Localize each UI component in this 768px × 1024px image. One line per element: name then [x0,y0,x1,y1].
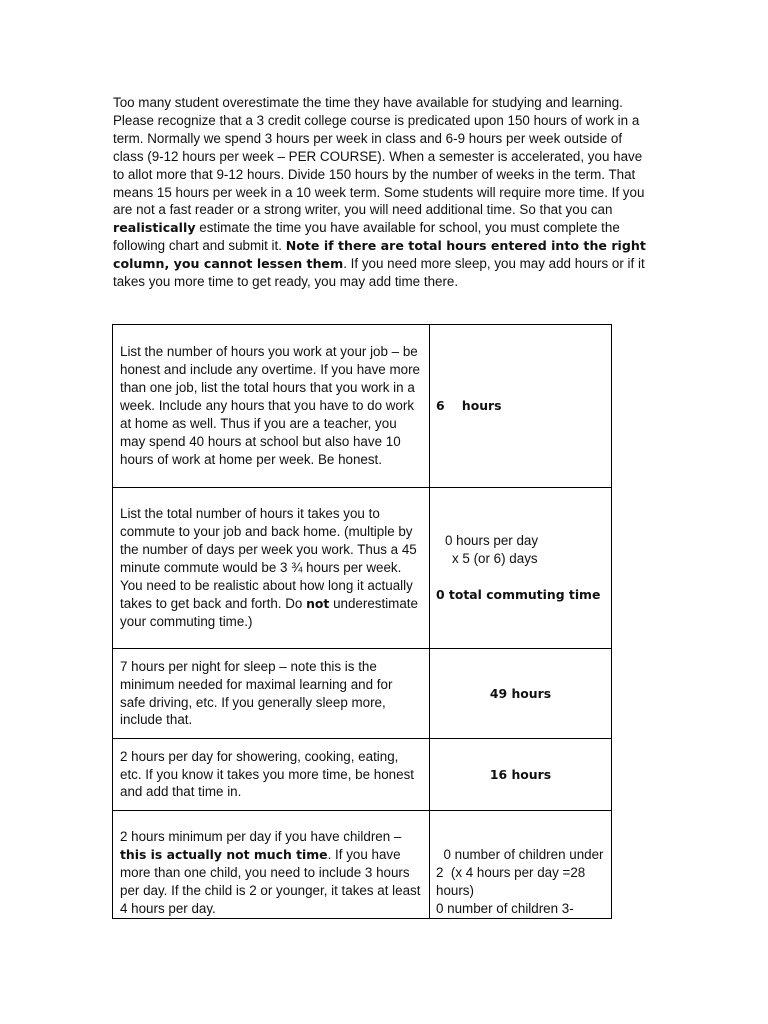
job-hours-value: 6 hours [436,398,502,414]
children-answer [430,811,612,919]
table-row-sleep [113,649,612,739]
commute-total: 0 total commuting time [436,586,601,602]
intro-text-2: estimate the time you have available for school, you must complete the following chart and submit it. [113,220,620,254]
commute-days: x 5 (or 6) days [452,551,538,567]
intro-text-3: . If you need more sleep, you may add hours or if it takes you more time to get ready, you may add time there. [113,256,645,290]
commute-per-day: 0 hours per day [445,533,539,549]
children-question-text-1: 2 hours minimum per day if you have children – [120,829,402,845]
commute-answer [430,488,612,649]
table-row-children [113,811,612,919]
job-hours-question: List the number of hours you work at your job – be honest and include any overtime. If you have more than one job, list the total hours that you work in a week. Include any hours that you have to do work at home as well. Thus if you are a teacher, you may spend 40 hours at school but also have 10 hours of work at home per week. Be honest. [113,325,430,488]
sleep-answer [430,649,612,739]
intro-bold-note: Note if there are total hours entered into the right column, you cannot lessen them [113,238,646,272]
commute-question-text-1: List the total number of hours it takes you to commute to your job and back home. (multiple by the number of days per week you work. Thus a 45 minute commute would be 3 ¾ hours per week. You need to be realistic about how long it actually takes to get back and forth. Do [120,506,417,611]
children-question-bold: this is actually not much time [120,847,328,863]
personal-care-answer [430,739,612,811]
children-question [113,811,430,919]
intro-text-1: Too many student overestimate the time they have available for studying and learning. Please recognize that a 3 credit college course is predicated upon 150 hours of work in a term. Normally we spend 3 hours per week in class and 6-9 hours per week outside of class (9-12 hours per week – PER COURSE). When a semester is accelerated, you have to allot more that 9-12 hours. Divide 150 hours by the number of weeks in the term. That means 15 hours per week in a 10 week term. Some students will require more time. If you are not a fast reader or a strong writer, you will need additional time. So that you can [113,95,645,218]
commute-question-bold: not [306,595,330,611]
table-row-commute [113,488,612,649]
personal-care-question: 2 hours per day for showering, cooking, eating, etc. If you know it takes you more time, be honest and add that time in. [113,739,430,811]
table-row-personal-care [113,739,612,811]
commute-question-text-2: underestimate your commuting time.) [120,595,418,629]
sleep-question: 7 hours per night for sleep – note this is the minimum needed for maximal learning and for safe driving, etc. If you generally sleep more, include that. [113,649,430,739]
sleep-hours-value: 49 hours [489,685,552,701]
intro-paragraph [113,94,653,291]
children-question-text-2: . If you have more than one child, you need to include 3 hours per day. If the child is 2 or younger, it takes at least 4 hours per day. [120,847,421,916]
children-under-2: 0 number of children under 2 (x 4 hours per day =28 hours) [436,847,608,898]
table-row-job [113,325,612,488]
children-3-plus: 0 number of children 3- [436,900,574,916]
job-hours-answer [430,325,612,488]
hours-chart-table [112,324,612,919]
intro-bold-realistically: realistically [113,220,196,236]
commute-question [113,488,430,649]
personal-care-hours-value: 16 hours [489,766,552,782]
